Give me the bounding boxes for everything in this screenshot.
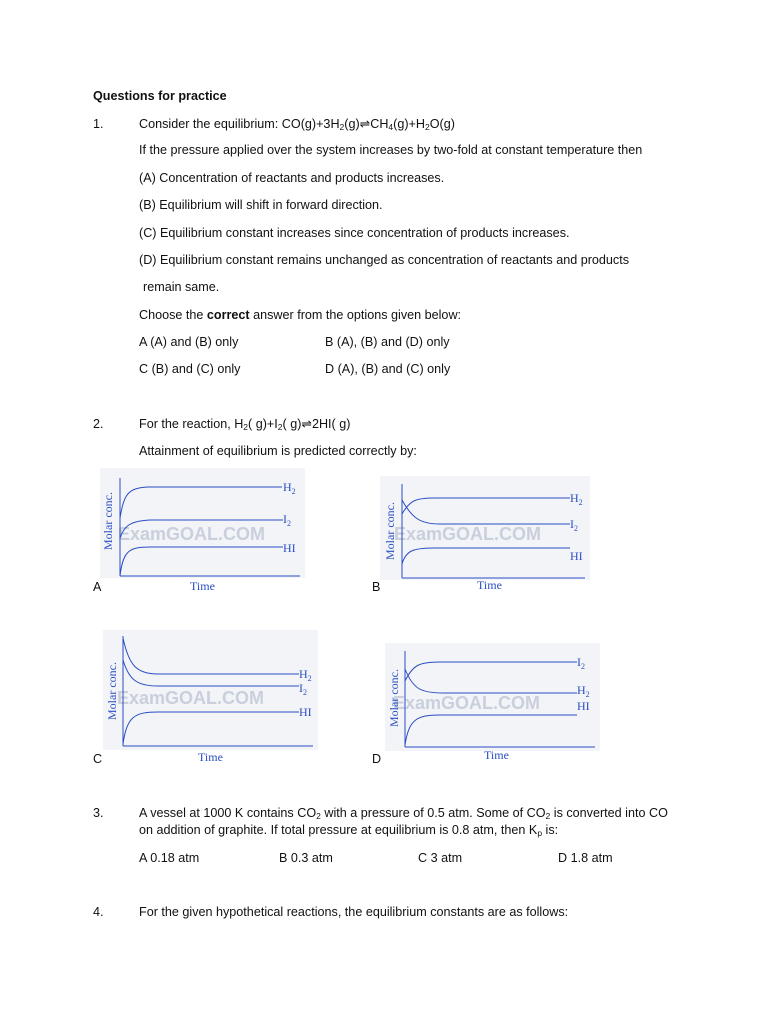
q1-answer-option-d: D (A), (B) and (C) only	[325, 362, 451, 376]
graph-a	[100, 468, 305, 594]
q3-answer-option-b: B 0.3 atm	[279, 851, 333, 865]
q1-statement-b: (B) Equilibrium will shift in forward direction.	[139, 198, 383, 212]
q1-answer-option-a: A (A) and (B) only	[139, 335, 239, 349]
q3-answer-option-d: D 1.8 atm	[558, 851, 613, 865]
q1-instruction: Choose the correct answer from the options given below:	[139, 308, 462, 322]
q1-statement-d: (D) Equilibrium constant remains unchanged as concentration of reactants and products	[139, 253, 630, 267]
q1-answer-option-b: B (A), (B) and (D) only	[325, 335, 450, 349]
graph-option-c: C	[93, 752, 103, 766]
question-number-2: 2.	[93, 417, 104, 431]
graph-option-a: A	[93, 580, 102, 594]
y-axis-label: Molar conc.	[105, 662, 119, 720]
label-i2: $I_2$	[299, 681, 307, 697]
graph-background	[100, 468, 305, 578]
graph-b	[380, 476, 590, 594]
x-axis-label: Time	[190, 579, 215, 593]
x-axis-label: Time	[477, 578, 502, 592]
q3-line-1: A vessel at 1000 K contains $CO_2$ with a pressure of 0.5 atm. Some of $CO_2$ is converted into CO	[139, 806, 668, 821]
q3-line-2: on addition of graphite. If total pressure at equilibrium is 0.8 atm, then $K_p$ is:	[139, 823, 559, 838]
q4-line-1: For the given hypothetical reactions, the equilibrium constants are as follows:	[139, 905, 569, 919]
q3-answer-option-a: A 0.18 atm	[139, 851, 200, 865]
label-i2: $I_2$	[283, 512, 291, 528]
y-axis-label: Molar conc.	[387, 669, 401, 727]
q1-statement-a: (A) Concentration of reactants and products increases.	[139, 171, 445, 185]
y-axis-label: Molar conc.	[383, 502, 397, 560]
q3-answer-option-c: C 3 atm	[418, 851, 463, 865]
q1-statement-c: (C) Equilibrium constant increases since concentration of products increases.	[139, 226, 570, 240]
x-axis-label: Time	[198, 750, 223, 764]
label-h2: $H_2$	[570, 491, 583, 507]
question-number-3: 3.	[93, 806, 104, 820]
x-axis-label: Time	[484, 748, 509, 762]
label-h2: $H_2$	[283, 480, 296, 496]
label-i2: $I_2$	[577, 655, 585, 671]
label-h2: $H_2$	[299, 667, 312, 683]
q1-stem: Consider the equilibrium: $CO(g)+3H_2(g)\rightleftharpoons CH_4(g)+H_2O(g)$	[139, 117, 455, 132]
label-hi: HI	[283, 541, 296, 555]
label-hi: HI	[577, 699, 590, 713]
label-i2: $I_2$	[570, 517, 578, 533]
label-hi: HI	[299, 705, 312, 719]
q1-statement-d-cont: remain same.	[143, 280, 220, 294]
y-axis-label: Molar conc.	[101, 492, 115, 550]
question-number-1: 1.	[93, 117, 104, 131]
label-h2: $H_2$	[577, 683, 590, 699]
watermark: ExamGOAL.COM	[117, 688, 265, 708]
watermark: ExamGOAL.COM	[393, 693, 541, 713]
q2-stem: For the reaction, $H_2$( $g)+I_2$( g)⇌2HI( g)	[139, 417, 351, 432]
question-number-4: 4.	[93, 905, 104, 919]
graph-option-b: B	[372, 580, 381, 594]
q2-prompt: Attainment of equilibrium is predicted correctly by:	[139, 444, 417, 458]
graph-option-d: D	[372, 752, 382, 766]
q1-condition: If the pressure applied over the system increases by two-fold at constant temperature then	[139, 143, 643, 157]
graph-c	[103, 630, 318, 766]
graph-d	[385, 643, 600, 767]
watermark: ExamGOAL.COM	[118, 524, 266, 544]
watermark: ExamGOAL.COM	[394, 524, 542, 544]
label-hi: HI	[570, 549, 583, 563]
q1-answer-option-c: C (B) and (C) only	[139, 362, 241, 376]
section-heading: Questions for practice	[93, 89, 227, 103]
